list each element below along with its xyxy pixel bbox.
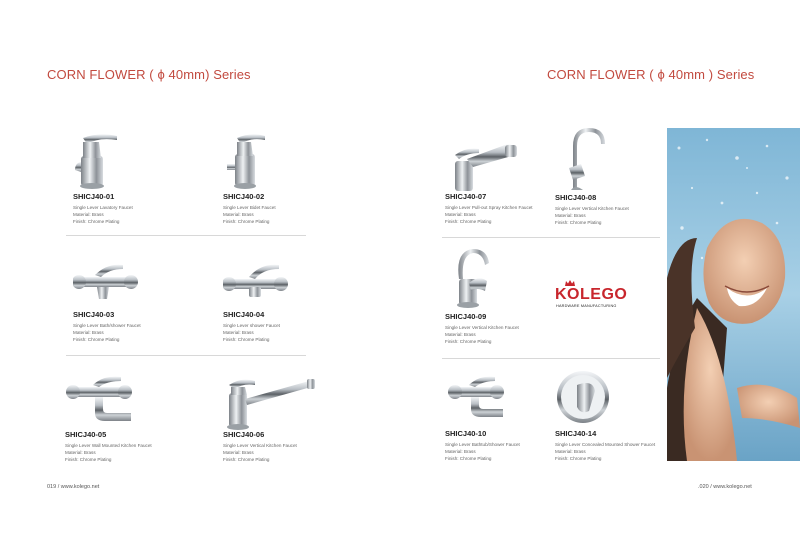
product-finish: Finish: Chrome Plating	[445, 219, 492, 224]
product-finish: Finish: Chrome Plating	[445, 456, 492, 461]
lavatory-faucet-icon	[73, 128, 193, 198]
product-material: Material: Brass	[223, 450, 254, 455]
product-finish: Finish: Chrome Plating	[223, 457, 270, 462]
product-material: Material: Brass	[65, 450, 96, 455]
product-code: SHICJ40-02	[223, 192, 265, 201]
row-divider	[442, 237, 660, 238]
product-code: SHICJ40-01	[73, 192, 115, 201]
product-material: Material: Brass	[73, 330, 104, 335]
vertical-kitchen-faucet-icon	[223, 368, 343, 438]
product-code: SHICJ40-10	[445, 429, 487, 438]
bidet-faucet-icon	[223, 128, 343, 198]
product-description: Single Lever shower Faucet	[223, 323, 280, 328]
product-description: Single Lever Pull-out Spray Kitchen Faucet	[445, 205, 533, 210]
product-code: SHICJ40-09	[445, 312, 487, 321]
bathtub-faucet-icon	[445, 366, 565, 436]
product-material: Material: Brass	[223, 212, 254, 217]
logo-name: KOLEGO	[555, 286, 628, 303]
product-description: Single Lever Vertical Kitchen Faucet	[223, 443, 297, 448]
kolego-logo	[553, 277, 633, 317]
page-footer: 019 / www.kolego.net	[47, 484, 100, 490]
page-footer: .020 / www.kolego.net	[698, 484, 752, 490]
logo-tagline: HARDWARE MANUFACTURING	[556, 304, 617, 308]
product-description: Single Lever Lavatory Faucet	[73, 205, 133, 210]
swan-faucet-icon	[445, 244, 565, 314]
product-finish: Finish: Chrome Plating	[223, 337, 270, 342]
product-material: Material: Brass	[73, 212, 104, 217]
shower-woman-photo	[667, 128, 800, 461]
product-description: Single Lever Vertical Kitchen Faucet	[555, 206, 629, 211]
product-finish: Finish: Chrome Plating	[223, 219, 270, 224]
product-finish: Finish: Chrome Plating	[65, 457, 112, 462]
product-finish: Finish: Chrome Plating	[555, 220, 602, 225]
row-divider	[66, 355, 306, 356]
product-material: Material: Brass	[445, 449, 476, 454]
product-code: SHICJ40-04	[223, 310, 265, 319]
product-material: Material: Brass	[555, 449, 586, 454]
product-description: Single Lever Bidet Faucet	[223, 205, 276, 210]
product-finish: Finish: Chrome Plating	[445, 339, 492, 344]
product-code: SHICJ40-14	[555, 429, 597, 438]
product-finish: Finish: Chrome Plating	[555, 456, 602, 461]
series-title: CORN FLOWER ( ϕ 40mm ) Series	[547, 67, 755, 82]
product-material: Material: Brass	[223, 330, 254, 335]
product-code: SHICJ40-05	[65, 430, 107, 439]
product-description: Single Lever Concealed Mounted Shower Faucet	[555, 442, 656, 447]
product-description: Single Lever Bath/shower Faucet	[73, 323, 141, 328]
product-finish: Finish: Chrome Plating	[73, 337, 120, 342]
product-description: Single Lever Wall Mounted Kitchen Faucet	[65, 443, 152, 448]
product-code: SHICJ40-03	[73, 310, 115, 319]
row-divider	[442, 358, 660, 359]
right-page	[400, 0, 800, 540]
series-title: CORN FLOWER ( ϕ 40mm) Series	[47, 67, 251, 82]
product-finish: Finish: Chrome Plating	[73, 219, 120, 224]
product-material: Material: Brass	[445, 332, 476, 337]
gooseneck-faucet-icon	[555, 124, 675, 194]
wall-kitchen-faucet-icon	[65, 368, 185, 438]
product-description: Single Lever Bathtub/Shower Faucet	[445, 442, 520, 447]
product-code: SHICJ40-06	[223, 430, 265, 439]
row-divider	[66, 235, 306, 236]
concealed-shower-icon	[555, 366, 675, 436]
product-code: SHICJ40-08	[555, 193, 597, 202]
product-material: Material: Brass	[445, 212, 476, 217]
product-material: Material: Brass	[555, 213, 586, 218]
product-code: SHICJ40-07	[445, 192, 487, 201]
product-description: Single Lever Vertical Kitchen Faucet	[445, 325, 519, 330]
